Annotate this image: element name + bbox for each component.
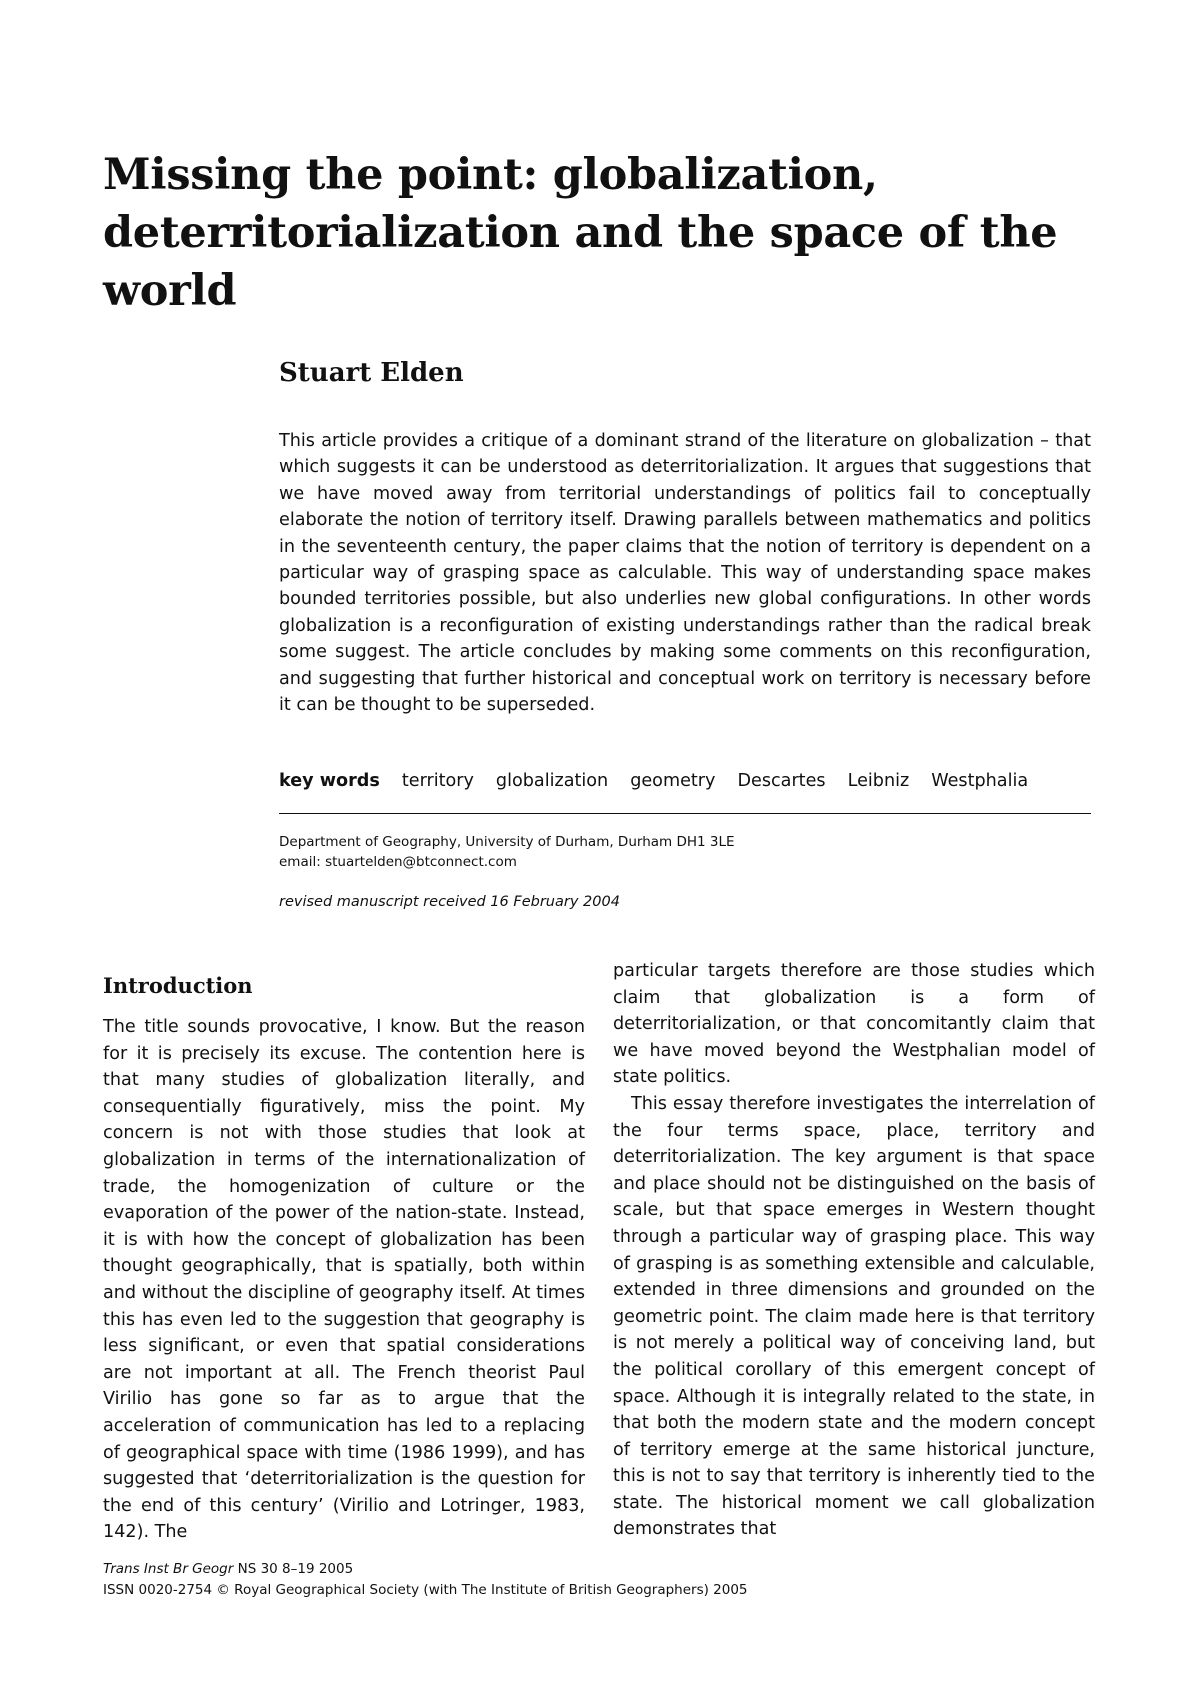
issn-line: ISSN 0020-2754 © Royal Geographical Society (with The Institute of British Geographers) 2005: [103, 1582, 748, 1598]
right-column: [613, 958, 1095, 1543]
keyword: territory: [401, 771, 474, 791]
keyword: geometry: [630, 771, 716, 791]
article-title: Missing the point: globalization, deterritorialization and the space of the world: [103, 150, 1058, 316]
received-date: revised manuscript received 16 February 2004: [279, 894, 620, 910]
keyword: Leibniz: [847, 771, 910, 791]
author-name: Stuart Elden: [279, 358, 464, 388]
left-column: [103, 1014, 585, 1546]
keywords-label: key words: [279, 771, 380, 791]
body-paragraph: The title sounds provocative, I know. But the reason for it is precisely its excuse. The contention here is that many studies of globalization literally, and consequentially figuratively, miss the point. My concern is not with those studies that look at globalization in terms of the internationalization of trade, the homogenization of culture or the evaporation of the power of the nation-state. Instead, it is with how the concept of globalization has been thought geographically, that is spatially, both within and without the discipline of geography itself. At times this has even led to the suggestion that geography is less significant, or even that spatial considerations are not important at all. The French theorist Paul Virilio has gone so far as to argue that the acceleration of communication has led to a replacing of geographical space with time (1986 1999), and has suggested that ‘deterritorialization is the question for the end of this century’ (Virilio and Lotringer, 1983, 142). The: [103, 1017, 585, 1543]
body-paragraph: This essay therefore investigates the interrelation of the four terms space, place, territory and deterritorialization. The key argument is that space and place should not be distinguished on the basis of scale, but that space emerges in Western thought through a particular way of grasping place. This way of grasping is as something extensible and calculable, extended in three dimensions and grounded on the geometric point. The claim made here is that territory is not merely a political way of conceiving land, but the political corollary of this emergent concept of space. Although it is integrally related to the state, in that both the modern state and the modern concept of territory emerge at the same historical juncture, this is not to say that territory is inherently tied to the state. The historical moment we call globalization demonstrates that: [613, 1093, 1095, 1540]
divider-rule: [279, 813, 1091, 814]
body-paragraph: particular targets therefore are those studies which claim that globalization is a form of deterritorialization, or that concomitantly claim that we have moved beyond the Westphalian model of state politics.: [613, 961, 1095, 1088]
author-affiliation: [279, 832, 1091, 872]
page-footer: [103, 1559, 1103, 1601]
email-line: email: stuartelden@btconnect.com: [279, 854, 517, 870]
keyword: Descartes: [737, 771, 826, 791]
section-heading-introduction: Introduction: [103, 973, 253, 998]
keyword: globalization: [495, 771, 609, 791]
citation-volume: NS 30 8–19 2005: [237, 1561, 354, 1577]
citation-line: [103, 1559, 1103, 1580]
affiliation-line: Department of Geography, University of Durham, Durham DH1 3LE: [279, 834, 735, 850]
keywords-row: [279, 768, 1091, 794]
keyword: Westphalia: [931, 771, 1029, 791]
journal-abbreviation: Trans Inst Br Geogr: [103, 1561, 234, 1577]
abstract: This article provides a critique of a dominant strand of the literature on globalization – that which suggests it can be understood as deterritorialization. It argues that suggestions that we have moved away from territorial understandings of politics fail to conceptually elaborate the notion of territory itself. Drawing parallels between mathematics and politics in the seventeenth century, the paper claims that the notion of territory is dependent on a particular way of grasping space as calculable. This way of understanding space makes bounded territories possible, but also underlies new global configurations. In other words globalization is a reconfiguration of existing understandings rather than the radical break some suggest. The article concludes by making some comments on this reconfiguration, and suggesting that further historical and conceptual work on territory is necessary before it can be thought to be superseded.: [279, 431, 1091, 716]
